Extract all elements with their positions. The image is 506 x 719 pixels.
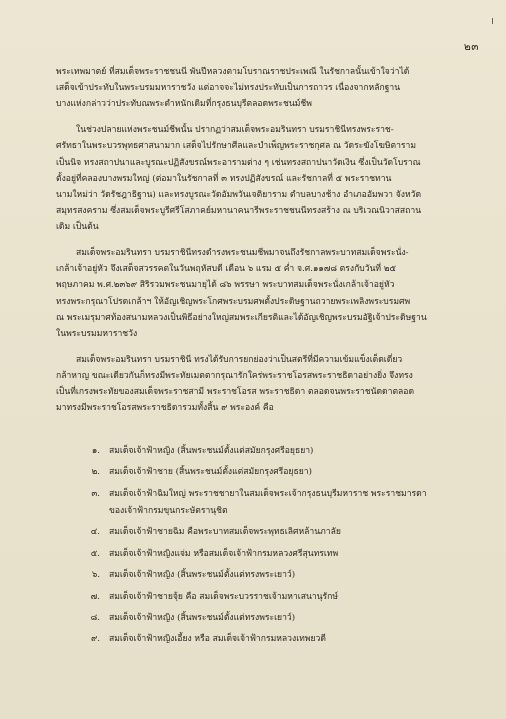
list-item [56, 443, 476, 460]
list-number: ๙. [90, 634, 100, 645]
list-text: สมเด็จเจ้าฟ้าหญิง (สิ้นพระชนม์ตั้งแต่ทรงพระเยาว์) [109, 570, 296, 581]
paragraph [56, 64, 476, 113]
list-item [56, 546, 476, 563]
text-line: เสด็จเข้าประทับในพระบรมมหาราชวัง แต่อาจจะไม่ทรงประทับเป็นการถาวร เนื่องจากหลักฐาน [56, 83, 401, 94]
list-number: ๒. [91, 467, 100, 478]
page-number: ๒๓ [463, 41, 479, 53]
text-line: สมเด็จพระอมรินทรา บรมราชินีทรงดำรงพระชนมชีพมาจนถึงรัชกาลพระบาทสมเด็จพระนั่ง- [76, 248, 409, 259]
text-line: ณ พระเมรุมาศท้องสนามหลวงเป็นพิธีอย่างใหญ่สมพระเกียรติและได้อัญเชิญพระบรมอัฐิเจ้าประดิษฐาน [56, 312, 427, 323]
text-line: สมุทรสงคราม ซึ่งสมเด็จพระบูรีศรีโสภาคย์มหานาคนารีพระราชชนนีทรงสร้าง ณ บริเวณนิวาสสถาน [56, 206, 422, 217]
list-text: สมเด็จเจ้าฟ้าหญิงเอี้ยง หรือ สมเด็จเจ้าฟ้ากรมหลวงเทพยวดี [109, 634, 326, 645]
list-text: สมเด็จเจ้าฟ้าฉิมใหญ่ พระราชชายาในสมเด็จพระเจ้ากรุงธนบุรีมหาราช พระราชมารดา [109, 488, 427, 499]
list-text-continuation: ของเจ้าฟ้ากรมขุนกระษัตรานุชิต [109, 505, 228, 516]
scan-mark [492, 18, 493, 24]
text-line: ในช่วงปลายแห่งพระชนม์ชีพนั้น ปรากฏว่าสมเด็จพระอมรินทรา บรมราชินีทรงพระราช- [76, 125, 394, 136]
list-item [56, 524, 476, 541]
text-line: ในพระบรมมหาราชวัง [56, 329, 138, 340]
text-line: ทรงพระกรุณาโปรดเกล้าฯ ให้อัญเชิญพระโกศพระบรมศพตั้งประดิษฐานถวายพระเพลิงพระบรมศพ [56, 296, 411, 307]
list-number: ๘. [90, 612, 100, 623]
text-line: กล้าหาญ ขณะเดียวกันก็ทรงมีพระทัยเมตตากรุณารักใคร่พระราชโอรสพระราชธิดาอย่างยิ่ง จึงทรง [56, 370, 413, 381]
list-text: สมเด็จเจ้าฟ้าชายจุ้ย คือ สมเด็จพระบวรราชเจ้ามหาเสนานุรักษ์ [109, 591, 339, 602]
text-line: พระเทพมาตย์ ที่สมเด็จพระราชชนนี พันปีหลวงตามโบราณราชประเพณี ในรัชกาลนั้นเข้าใจว่าได้ [56, 67, 410, 77]
text-line: มาทรงมีพระราชโอรสพระราชธิดารวมทั้งสิ้น ๙ พระองค์ คือ [56, 403, 274, 414]
list-text: สมเด็จเจ้าฟ้าหญิง (สิ้นพระชนม์ตั้งแต่สมัยกรุงศรีอยุธยา) [109, 446, 314, 456]
paragraph-gap [56, 113, 476, 123]
list-number: ๔. [90, 527, 100, 538]
paragraph [56, 245, 476, 342]
list-number: ๑. [91, 446, 100, 456]
children-list [56, 443, 476, 653]
paragraph [56, 352, 476, 417]
list-item [56, 464, 476, 481]
list-item [56, 631, 476, 648]
text-line: บางแห่งกล่าวว่าประทับณพระตำหนักเดิมที่กรุงธนบุรีตลอดพระชนม์ชีพ [56, 99, 312, 110]
text-line: สมเด็จพระอมรินทรา บรมราชินี ทรงได้รับการยกย่องว่าเป็นสตรีที่มีความเข้มแข็งเด็ดเดี่ยว [76, 354, 403, 365]
paragraph-gap [56, 236, 476, 246]
text-line: ศรัทธาในพระบวรพุทธศาสนามาก เสด็จไปรักษาศีลและบำเพ็ญพระราชกุศล ณ วัดระฆังโฆษิตาราม [56, 141, 417, 152]
list-number: ๖. [91, 570, 100, 581]
list-item [56, 610, 476, 627]
list-item [56, 486, 476, 519]
text-line: พฤษภาคม พ.ศ.๒๓๖๙ สิริรวมพระชนมายุได้ ๘๖ พรรษา พระบาทสมเด็จพระนั่งเกล้าเจ้าอยู่หัว [56, 280, 395, 291]
list-item [56, 589, 476, 606]
text-line: เดิม เป็นต้น [56, 222, 99, 233]
list-number: ๕. [90, 548, 100, 559]
text-line: เกล้าเจ้าอยู่หัว จึงเสด็จสวรรคตในวันพฤหัสบดี เดือน ๖ แรม ๕ ค่ำ จ.ศ.๑๑๗๘ ตรงกับวันที่ ๒๕ [56, 264, 396, 275]
list-text: สมเด็จเจ้าฟ้าชายฉิม คือพระบาทสมเด็จพระพุทธเลิศหล้านภาลัย [109, 527, 341, 538]
list-number: ๓. [91, 488, 100, 499]
text-line: นามใหม่ว่า วัดรัชฎาธิฐาน) และทรงบูรณะวัดอัมพวันเจติยาราม ตำบลบางช้าง อำเภออัมพวา จังหวัด [56, 189, 422, 200]
text-line: เป็นที่เกรงพระทัยของสมเด็จพระราชสามี พระราชโอรส พระราชธิดา ตลอดจนพระราชนัดดาตลอด [56, 387, 415, 398]
list-text: สมเด็จเจ้าฟ้าหญิง (สิ้นพระชนม์ตั้งแต่ทรงพระเยาว์) [109, 612, 296, 623]
text-line: ตั้งอยู่ที่คลองบางพรมใหญ่ (ต่อมาในรัชกาลที่ ๓ ทรงปฏิสังขรณ์ และรัชกาลที่ ๕ พระราชทาน [56, 173, 392, 184]
body-text [56, 64, 476, 417]
paragraph-gap [56, 342, 476, 352]
list-item [56, 567, 476, 584]
list-text: สมเด็จเจ้าฟ้าหญิงแจ่ม หรือสมเด็จเจ้าฟ้ากรมหลวงศรีสุนทรเทพ [109, 548, 339, 559]
list-number: ๗. [90, 591, 100, 602]
list-text: สมเด็จเจ้าฟ้าชาย (สิ้นพระชนม์ตั้งแต่สมัยกรุงศรีอยุธยา) [109, 467, 312, 478]
text-line: เป็นนิจ ทรงสถาปนาและบูรณะปฏิสังขรณ์พระอารามต่าง ๆ เช่นทรงสถาปนาวัดเงิน ซึ่งเป็นวัดโบราณ [56, 157, 421, 168]
paragraph [56, 122, 476, 235]
